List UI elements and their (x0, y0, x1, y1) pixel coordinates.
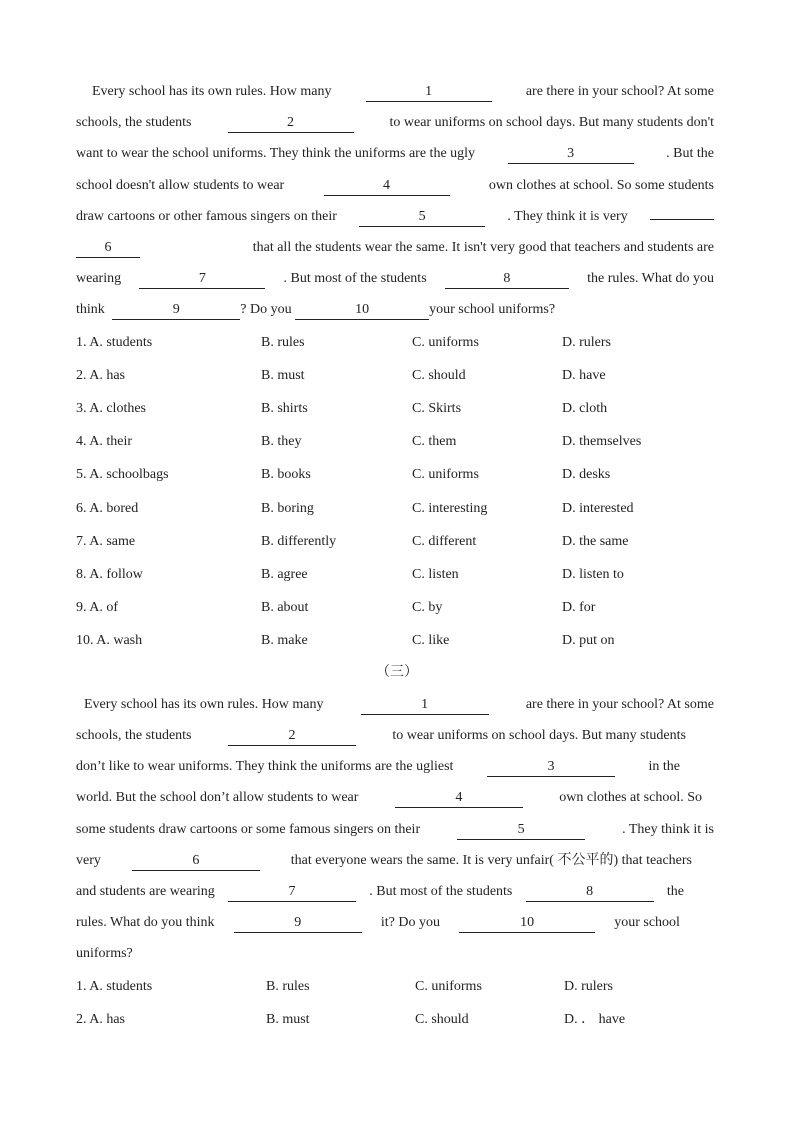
question-2-options (76, 1010, 716, 1030)
question-10-options (76, 631, 716, 651)
text: that all the students wear the same. It isn't very good that teachers and students are (252, 240, 714, 255)
passage2-line-6 (76, 851, 692, 871)
text: school doesn't allow students to wear (76, 178, 285, 193)
text: it? Do you (380, 915, 440, 930)
text: think (76, 302, 105, 317)
text: are there in your school? At some (525, 697, 714, 712)
option-b[interactable]: B. they (261, 434, 302, 449)
question-number-option-a[interactable]: 6. A. bored (76, 501, 139, 516)
option-d[interactable]: D. rulers (562, 335, 611, 350)
passage1-line-1 (76, 82, 714, 102)
question-1-options (76, 333, 716, 353)
question-7-options (76, 532, 716, 552)
option-b[interactable]: B. must (261, 368, 305, 383)
question-number-option-a[interactable]: 10. A. wash (76, 633, 143, 648)
blank-9[interactable]: 9 (234, 914, 362, 933)
text: . They think it is (622, 822, 714, 837)
option-c[interactable]: C. interesting (412, 501, 488, 516)
question-5-options (76, 465, 716, 485)
passage2-line-8 (76, 913, 680, 933)
text: own clothes at school. So some students (488, 178, 714, 193)
blank-7[interactable]: 7 (228, 883, 356, 902)
question-9-options (76, 598, 716, 618)
blank-1[interactable]: 1 (366, 83, 492, 102)
passage2-line-4 (76, 788, 702, 808)
blank-10[interactable]: 10 (295, 301, 429, 320)
question-number-option-a[interactable]: 1. A. students (76, 979, 153, 994)
text: . But most of the students (369, 884, 513, 899)
blank-7[interactable]: 7 (139, 270, 265, 289)
question-8-options (76, 565, 716, 585)
passage1-line-2 (76, 113, 714, 133)
option-d[interactable]: D. desks (562, 467, 611, 482)
text: in the (648, 759, 680, 774)
question-2-options (76, 366, 716, 386)
passage1-line-3 (76, 144, 714, 164)
text: world. But the school don’t allow students to wear (76, 790, 359, 805)
option-c[interactable]: C. by (412, 600, 443, 615)
text: ? Do you (240, 302, 292, 317)
question-4-options (76, 432, 716, 452)
option-b[interactable]: B. boring (261, 501, 314, 516)
question-number-option-a[interactable]: 7. A. same (76, 534, 136, 549)
option-d[interactable]: D. ． have (564, 1012, 626, 1027)
option-b[interactable]: B. about (261, 600, 309, 615)
blank-6[interactable]: 6 (132, 852, 260, 871)
passage2-line-3 (76, 757, 680, 777)
blank-6-start (650, 219, 714, 220)
option-c[interactable]: C. should (415, 1012, 469, 1027)
option-d[interactable]: D. put on (562, 633, 615, 648)
text: and students are wearing (76, 884, 215, 899)
text: own clothes at school. So (559, 790, 702, 805)
option-c[interactable]: C. listen (412, 567, 459, 582)
text: the rules. What do you (587, 271, 714, 286)
question-3-options (76, 399, 716, 419)
blank-9[interactable]: 9 (112, 301, 240, 320)
option-b[interactable]: B. rules (266, 979, 310, 994)
question-number-option-a[interactable]: 8. A. follow (76, 567, 143, 582)
question-number-option-a[interactable]: 2. A. has (76, 1012, 125, 1027)
question-6-options (76, 499, 716, 519)
question-number-option-a[interactable]: 9. A. of (76, 600, 118, 615)
text: wearing (76, 271, 122, 286)
option-d[interactable]: D. rulers (564, 979, 613, 994)
blank-2[interactable]: 2 (228, 727, 356, 746)
text: schools, the students (76, 115, 192, 130)
blank-4[interactable]: 4 (395, 789, 523, 808)
passage1-line-6 (76, 238, 714, 258)
option-b[interactable]: B. differently (261, 534, 337, 549)
option-b[interactable]: B. shirts (261, 401, 308, 416)
text: . But most of the students (283, 271, 427, 286)
passage2-line-9: uniforms? (76, 946, 133, 961)
passage1-line-8 (76, 300, 714, 320)
text: draw cartoons or other famous singers on their (76, 209, 337, 224)
option-d[interactable]: D. cloth (562, 401, 608, 416)
blank-6[interactable]: 6 (76, 239, 140, 258)
option-b[interactable]: B. books (261, 467, 311, 482)
option-c[interactable]: C. different (412, 534, 477, 549)
section-heading: （三） (376, 665, 418, 680)
text: don’t like to wear uniforms. They think the uniforms are the ugliest (76, 759, 454, 774)
blank-1[interactable]: 1 (361, 696, 489, 715)
option-b[interactable]: B. make (261, 633, 308, 648)
blank-5[interactable]: 5 (359, 208, 485, 227)
blank-3[interactable]: 3 (508, 145, 634, 164)
text: very (76, 853, 101, 868)
passage2-line-5 (76, 820, 714, 840)
text: to wear uniforms on school days. But many students (392, 728, 686, 743)
text: want to wear the school uniforms. They think the uniforms are the ugly (76, 146, 476, 161)
text: the (666, 884, 684, 899)
option-c[interactable]: C. uniforms (412, 335, 479, 350)
passage1-line-5 (76, 207, 714, 227)
option-c[interactable]: C. like (412, 633, 450, 648)
passage2-line-1 (76, 695, 714, 715)
text: . But the (666, 146, 714, 161)
blank-5[interactable]: 5 (457, 821, 585, 840)
text: rules. What do you think (76, 915, 215, 930)
question-number-option-a[interactable]: 5. A. schoolbags (76, 467, 169, 482)
passage2-line-7 (76, 882, 684, 902)
passage1-line-7 (76, 269, 714, 289)
text: your school (614, 915, 680, 930)
option-d[interactable]: D. for (562, 600, 596, 615)
blank-2[interactable]: 2 (228, 114, 354, 133)
option-b[interactable]: B. must (266, 1012, 310, 1027)
text: Every school has its own rules. How many (84, 697, 324, 712)
question-1-options (76, 977, 716, 997)
option-c[interactable]: C. Skirts (412, 401, 462, 416)
blank-10[interactable]: 10 (459, 914, 595, 933)
question-number-option-a[interactable]: 2. A. has (76, 368, 125, 383)
option-d[interactable]: D. themselves (562, 434, 642, 449)
passage2-line-2 (76, 726, 686, 746)
option-c[interactable]: C. uniforms (412, 467, 479, 482)
blank-3[interactable]: 3 (487, 758, 615, 777)
option-c[interactable]: C. should (412, 368, 466, 383)
blank-8[interactable]: 8 (526, 883, 654, 902)
text: your school uniforms? (429, 302, 556, 317)
question-number-option-a[interactable]: 3. A. clothes (76, 401, 146, 416)
text: schools, the students (76, 728, 192, 743)
question-number-option-a[interactable]: 1. A. students (76, 335, 153, 350)
text: to wear uniforms on school days. But many students don't (389, 115, 714, 130)
option-d[interactable]: D. interested (562, 501, 634, 516)
blank-8[interactable]: 8 (445, 270, 569, 289)
text: . They think it is very (507, 209, 628, 224)
text: that everyone wears the same. It is very unfair( 不公平的) that teachers (290, 853, 692, 868)
text: are there in your school? At some (525, 84, 714, 99)
text: Every school has its own rules. How many (92, 84, 332, 99)
option-b[interactable]: B. agree (261, 567, 308, 582)
option-d[interactable]: D. the same (562, 534, 629, 549)
passage1-line-4 (76, 176, 714, 196)
option-d[interactable]: D. have (562, 368, 606, 383)
option-c[interactable]: C. them (412, 434, 457, 449)
text: some students draw cartoons or some famous singers on their (76, 822, 421, 837)
option-b[interactable]: B. rules (261, 335, 305, 350)
blank-4[interactable]: 4 (324, 177, 450, 196)
option-c[interactable]: C. uniforms (415, 979, 482, 994)
option-d[interactable]: D. listen to (562, 567, 624, 582)
question-number-option-a[interactable]: 4. A. their (76, 434, 132, 449)
